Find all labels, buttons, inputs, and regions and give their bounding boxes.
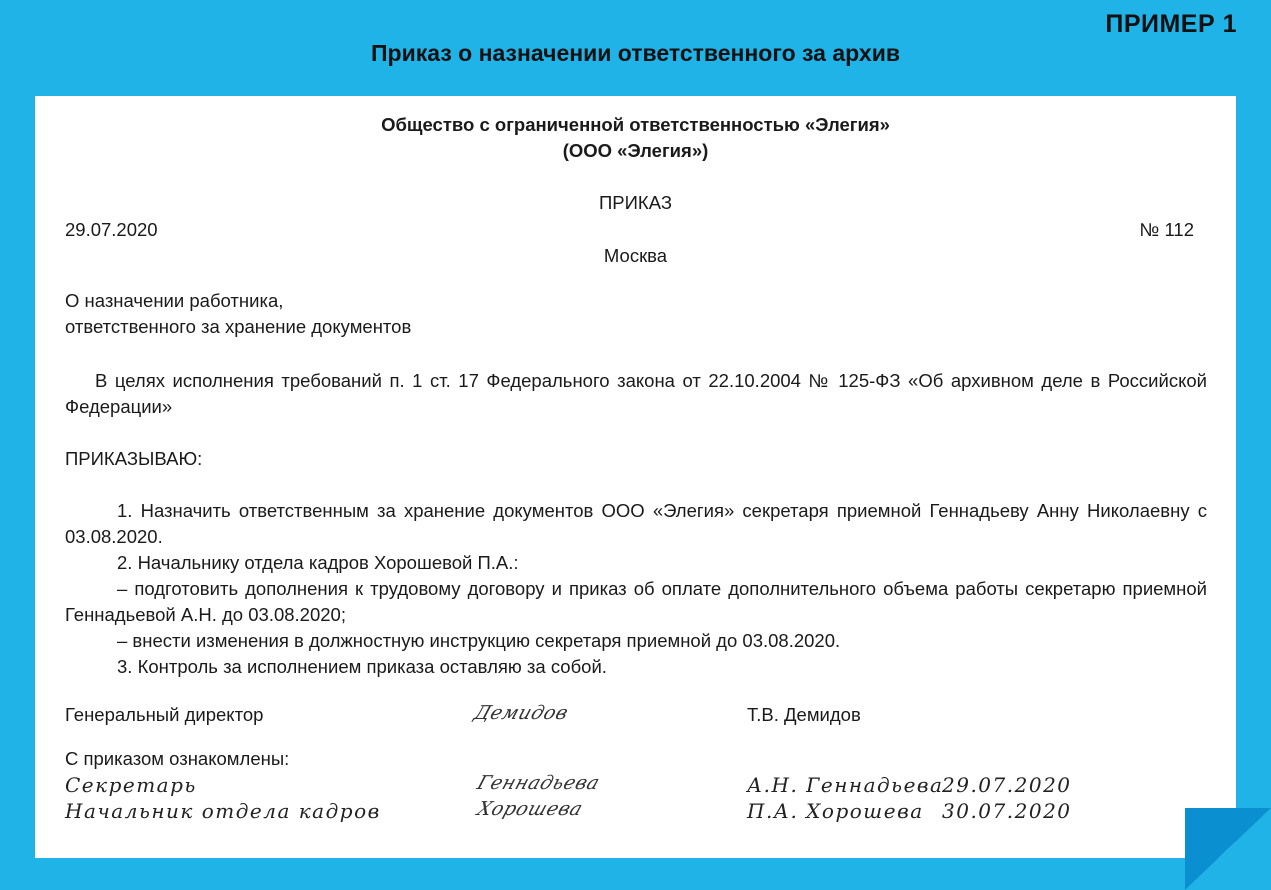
ack-2-signature: Хорошева: [474, 798, 586, 820]
subject-line-1: О назначении работника,: [65, 290, 284, 311]
doc-number: № 112: [1139, 219, 1194, 240]
ack-2-name: П.А. Хорошева: [747, 799, 924, 823]
ack-1-signature: Геннадьева: [474, 772, 603, 794]
order-item-2-sub-1: – подготовить дополнения к трудовому договору и приказ об оплате дополнительного объема работы секретарю приемной Геннадьевой А.Н. до 03.08.2020;: [65, 578, 1207, 625]
org-short-name: (ООО «Элегия»): [562, 140, 709, 161]
ack-1-name: А.Н. Геннадьева: [747, 773, 944, 797]
org-name: Общество с ограниченной ответственностью «Элегия»: [381, 114, 890, 135]
preamble: В целях исполнения требований п. 1 ст. 17 Федерального закона от 22.10.2004 № 125-ФЗ «Об архивном деле в Российской Федерации»: [65, 370, 1207, 417]
banner-title: Приказ о назначении ответственного за архив: [371, 40, 900, 66]
doc-type: ПРИКАЗ: [598, 192, 672, 213]
signatory-name: Т.В. Демидов: [747, 704, 861, 725]
document-sheet: [35, 96, 1236, 858]
doc-date: 29.07.2020: [65, 219, 158, 240]
ack-1-date: 29.07.2020: [942, 773, 1072, 797]
director-signature: Демидов: [471, 702, 572, 724]
ack-2-date: 30.07.2020: [942, 799, 1072, 823]
signatory-position: Генеральный директор: [65, 704, 264, 725]
ack-1-position: Секретарь: [65, 773, 197, 797]
order-item-2: 2. Начальнику отдела кадров Хорошевой П.А.:: [117, 552, 519, 573]
acknowledged-label: С приказом ознакомлены:: [65, 748, 290, 769]
example-badge: ПРИМЕР 1: [1105, 10, 1237, 38]
doc-city: Москва: [603, 245, 668, 266]
order-item-2-sub-2: – внести изменения в должностную инструкцию секретаря приемной до 03.08.2020.: [117, 630, 841, 651]
ack-2-position: Начальник отдела кадров: [65, 799, 381, 823]
order-item-3: 3. Контроль за исполнением приказа оставляю за собой.: [117, 656, 607, 677]
page-fold-corner: [1185, 808, 1271, 890]
order-word: ПРИКАЗЫВАЮ:: [65, 448, 203, 469]
order-item-1: 1. Назначить ответственным за хранение документов ООО «Элегия» секретаря приемной Геннадьеву Анну Николаевну с 03.08.2020.: [65, 500, 1207, 547]
subject-line-2: ответственного за хранение документов: [65, 316, 412, 337]
